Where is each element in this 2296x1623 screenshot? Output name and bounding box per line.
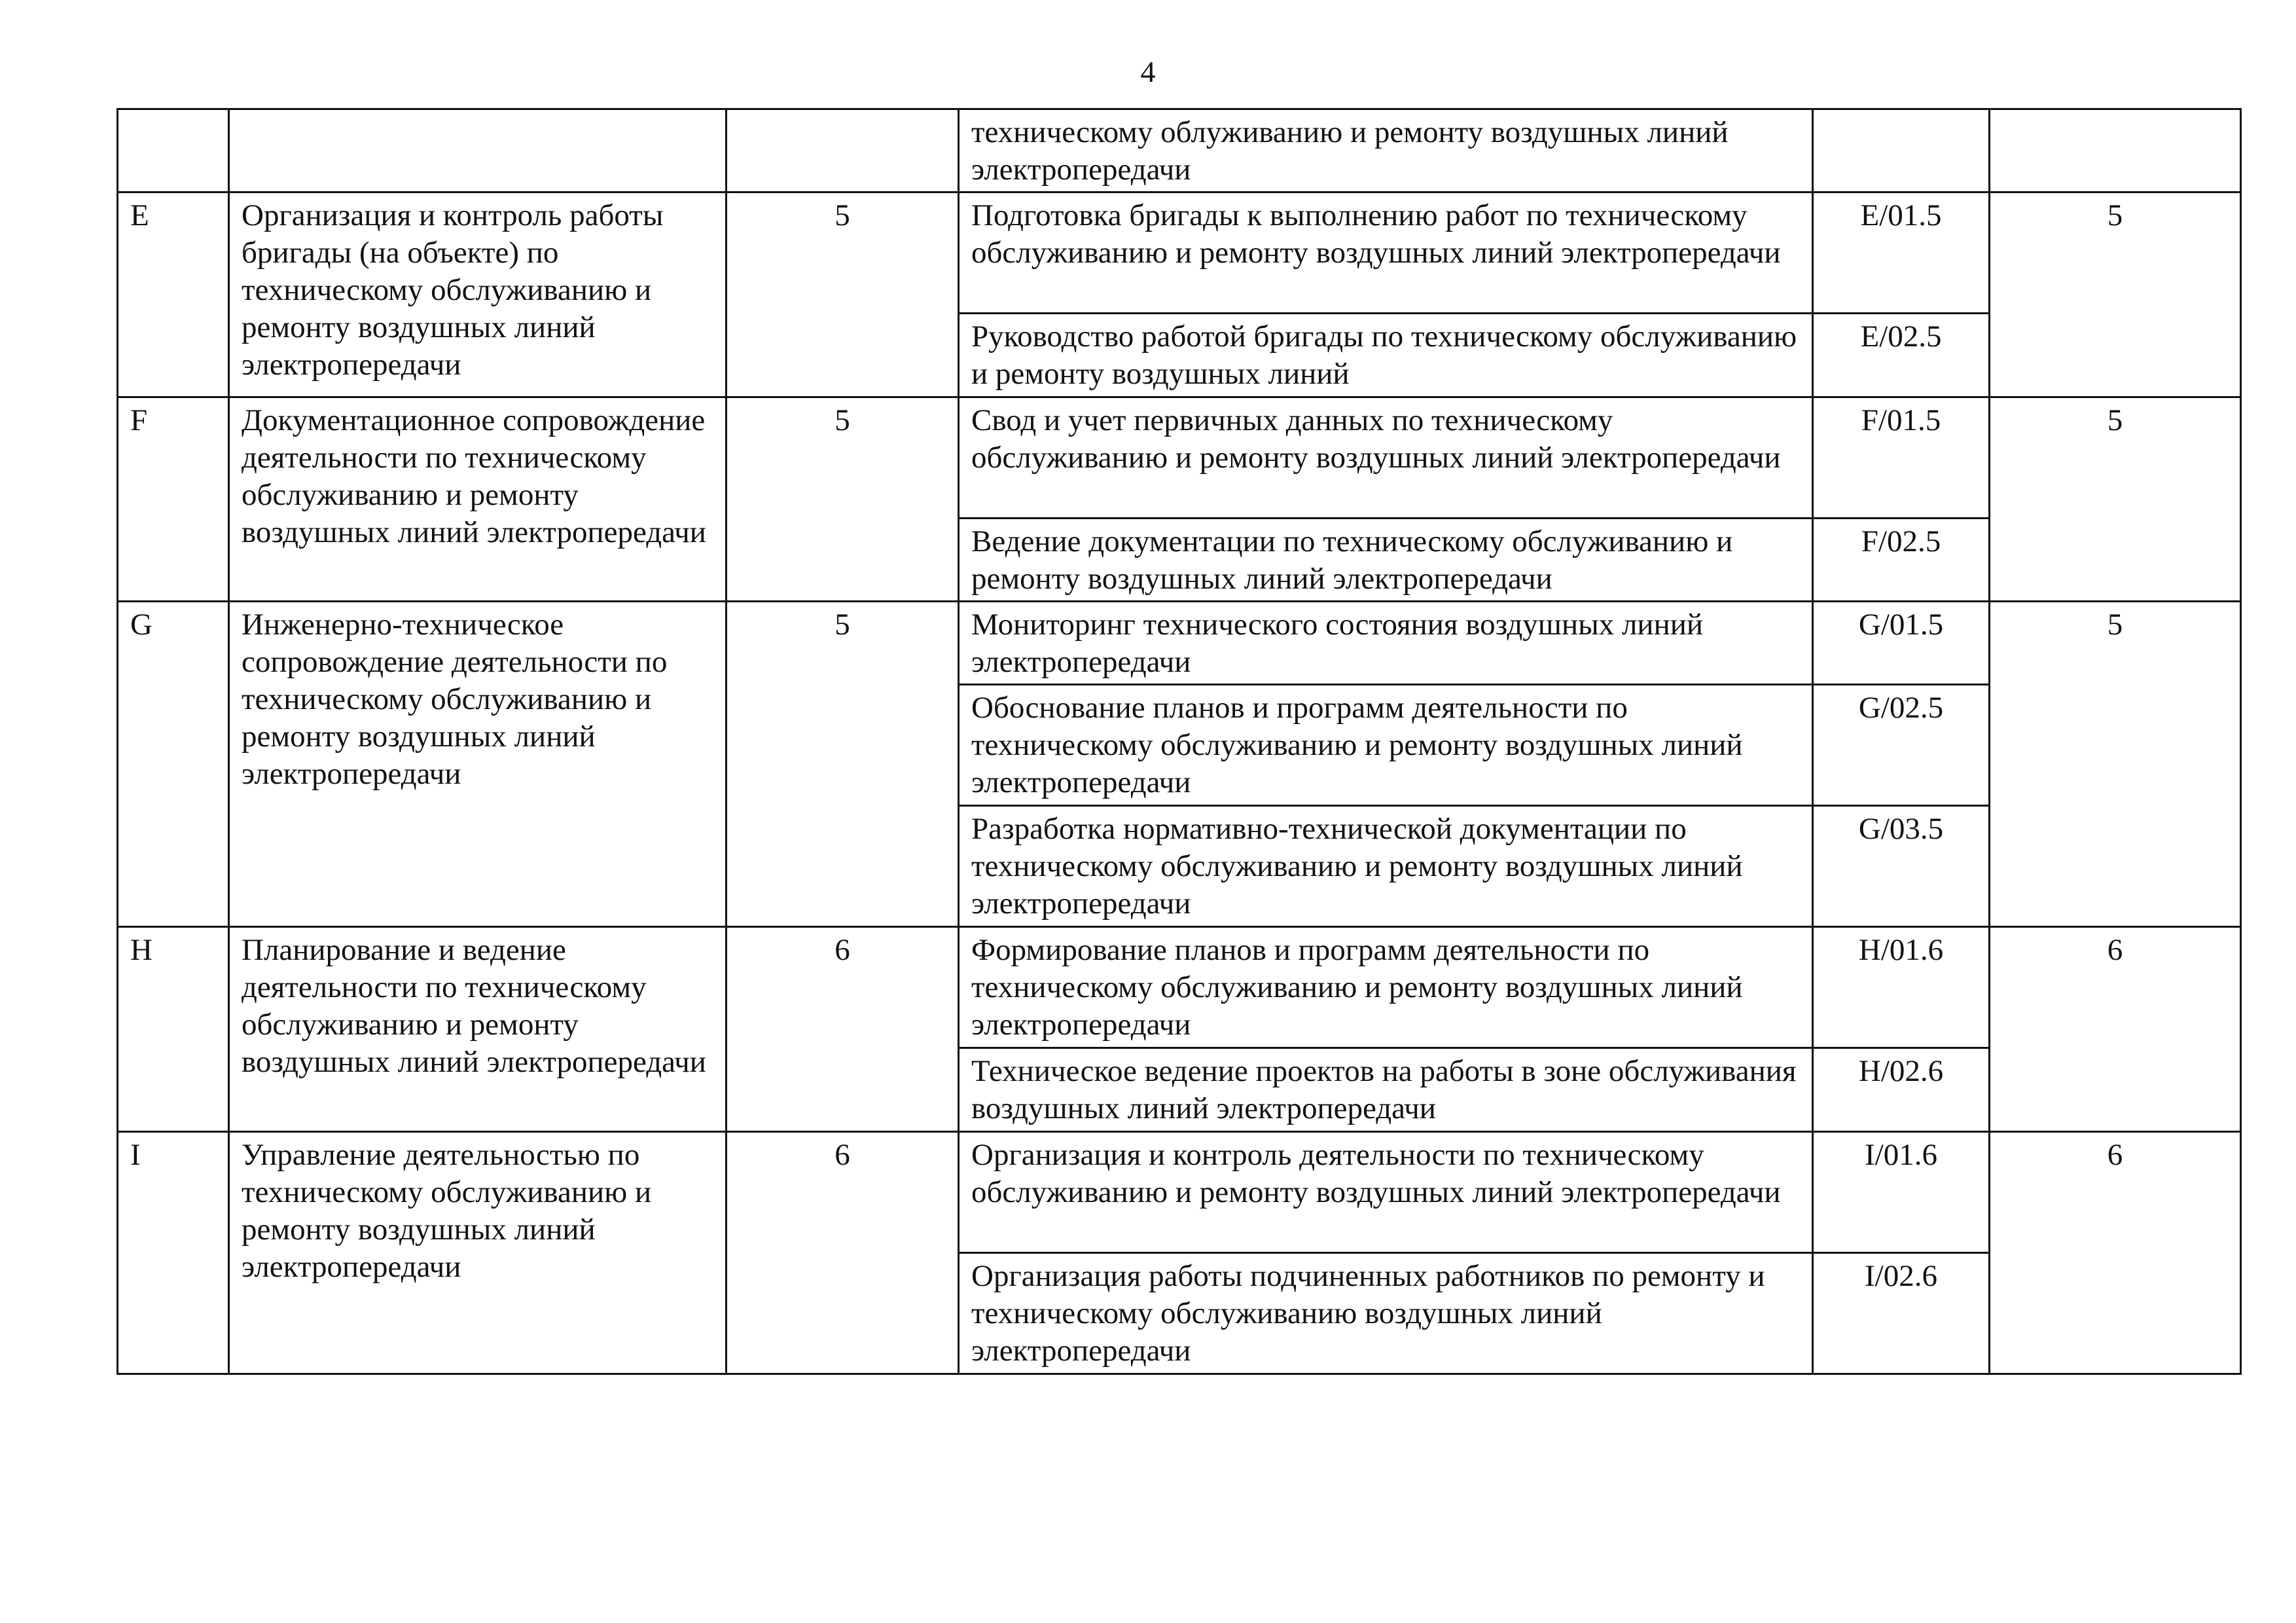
function-code-cell: G/01.5 [1813, 602, 1990, 685]
table-row [118, 1132, 2241, 1253]
general-function-code-cell: F [118, 397, 229, 602]
function-name-cell: Свод и учет первичных данных по техническому обслуживанию и ремонту воздушных линий электропередачи [959, 397, 1813, 519]
table-row [118, 927, 2241, 1048]
function-name-cell: Организация работы подчиненных работников по ремонту и техническому обслуживанию воздушных линий электропередачи [959, 1253, 1813, 1374]
table-row [118, 602, 2241, 685]
function-code-cell: E/02.5 [1813, 314, 1990, 397]
function-code-cell: I/02.6 [1813, 1253, 1990, 1374]
function-name-cell: Разработка нормативно-технической документации по техническому обслуживанию и ремонту воздушных линий электропередачи [959, 806, 1813, 927]
table-cell [229, 109, 726, 192]
table-cell [1813, 109, 1990, 192]
general-function-name-cell: Управление деятельностью по техническому обслуживанию и ремонту воздушных линий электропередачи [229, 1132, 726, 1374]
table-cell [1990, 109, 2241, 192]
function-code-cell: G/03.5 [1813, 806, 1990, 927]
sublevel-cell: 5 [1990, 397, 2241, 602]
function-name-cell: Ведение документации по техническому обслуживанию и ремонту воздушных линий электропередачи [959, 519, 1813, 602]
function-name-cell: Техническое ведение проектов на работы в зоне обслуживания воздушных линий электропередачи [959, 1048, 1813, 1132]
function-name-cell: Формирование планов и программ деятельности по техническому обслуживанию и ремонту воздушных линий электропередачи [959, 927, 1813, 1048]
function-name-cell: Обоснование планов и программ деятельности по техническому обслуживанию и ремонту воздушных линий электропередачи [959, 685, 1813, 806]
qualification-level-cell: 5 [726, 192, 959, 397]
sublevel-cell: 5 [1990, 192, 2241, 397]
sublevel-cell: 6 [1990, 927, 2241, 1132]
qualification-level-cell: 5 [726, 397, 959, 602]
table-cell [726, 109, 959, 192]
general-function-name-cell: Документационное сопровождение деятельности по техническому обслуживанию и ремонту воздушных линий электропередачи [229, 397, 726, 602]
function-name-cell: Руководство работой бригады по техническому обслуживанию и ремонту воздушных линий [959, 314, 1813, 397]
qualification-level-cell: 5 [726, 602, 959, 927]
page-number: 4 [1140, 55, 1156, 88]
general-function-code-cell: G [118, 602, 229, 927]
general-function-code-cell: I [118, 1132, 229, 1374]
function-code-cell: F/01.5 [1813, 397, 1990, 519]
table-cell [118, 109, 229, 192]
table-row [118, 192, 2241, 314]
general-function-name-cell: Планирование и ведение деятельности по техническому обслуживанию и ремонту воздушных линий электропередачи [229, 927, 726, 1132]
sublevel-cell: 6 [1990, 1132, 2241, 1374]
qualification-level-cell: 6 [726, 1132, 959, 1374]
function-code-cell: H/01.6 [1813, 927, 1990, 1048]
function-name-cell: Мониторинг технического состояния воздушных линий электропередачи [959, 602, 1813, 685]
general-function-name-cell: Инженерно-техническое сопровождение деятельности по техническому обслуживанию и ремонту воздушных линий электропередачи [229, 602, 726, 927]
functions-table [117, 108, 2242, 1375]
function-code-cell: E/01.5 [1813, 192, 1990, 314]
function-name-cell: техническому облуживанию и ремонту воздушных линий электропередачи [959, 109, 1813, 192]
general-function-code-cell: E [118, 192, 229, 397]
function-code-cell: I/01.6 [1813, 1132, 1990, 1253]
table-row-continuation [118, 109, 2241, 192]
general-function-name-cell: Организация и контроль работы бригады (на объекте) по техническому обслуживанию и ремонту воздушных линий электропередачи [229, 192, 726, 397]
sublevel-cell: 5 [1990, 602, 2241, 927]
table-row [118, 397, 2241, 519]
function-name-cell: Организация и контроль деятельности по техническому обслуживанию и ремонту воздушных линий электропередачи [959, 1132, 1813, 1253]
function-code-cell: G/02.5 [1813, 685, 1990, 806]
function-name-cell: Подготовка бригады к выполнению работ по техническому обслуживанию и ремонту воздушных линий электропередачи [959, 192, 1813, 314]
function-code-cell: H/02.6 [1813, 1048, 1990, 1132]
qualification-level-cell: 6 [726, 927, 959, 1132]
function-code-cell: F/02.5 [1813, 519, 1990, 602]
general-function-code-cell: H [118, 927, 229, 1132]
